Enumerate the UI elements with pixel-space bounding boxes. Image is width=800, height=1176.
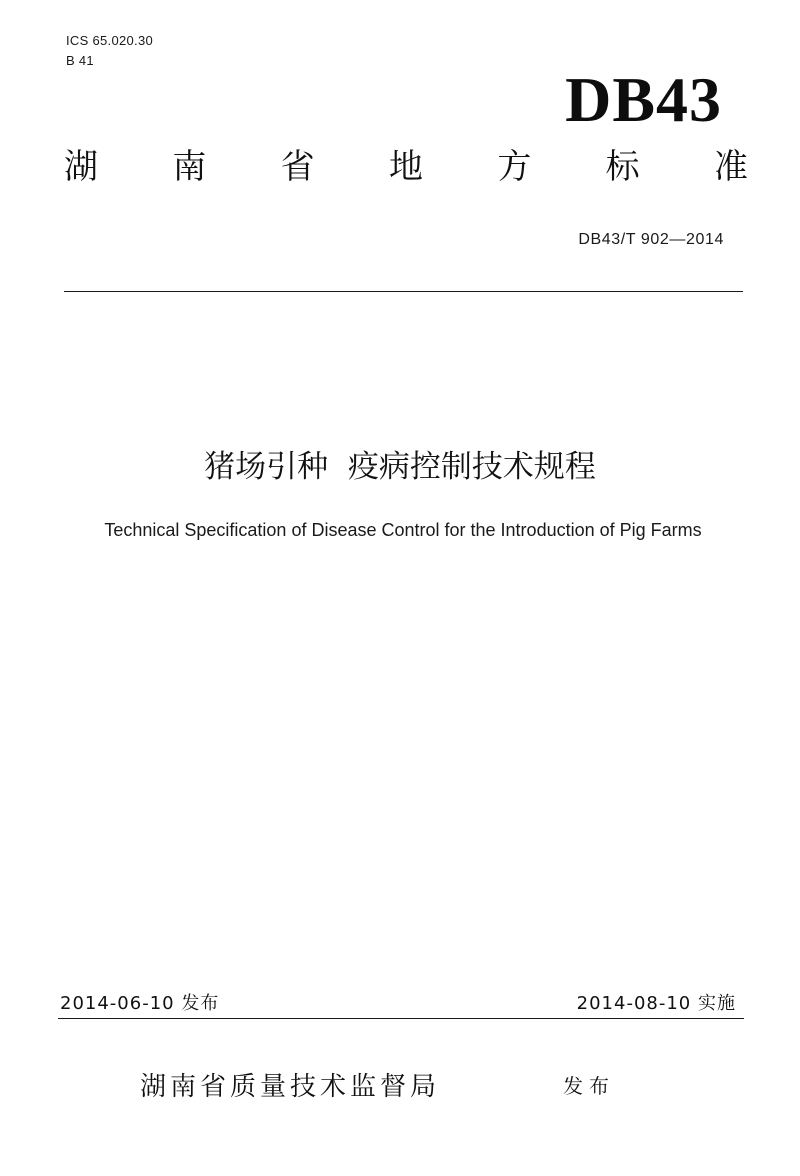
standard-type-char: 标 — [605, 147, 640, 187]
top-divider — [64, 291, 743, 292]
standard-code-mark: DB43 — [565, 64, 722, 135]
classification-code: B 41 — [66, 53, 94, 68]
bottom-divider — [58, 1018, 744, 1019]
issuing-authority-suffix: 发布 — [563, 1074, 615, 1098]
implementation-date: 2014-08-10 实施 — [576, 993, 736, 1014]
standard-type-heading — [64, 147, 748, 187]
standard-type-char: 湖 — [64, 147, 98, 187]
standard-type-char: 方 — [497, 147, 532, 187]
issue-date: 2014-06-10 发布 — [60, 993, 220, 1014]
standard-type-char: 南 — [172, 147, 207, 187]
issuing-authority: 湖南省质量技术监督局 — [140, 1072, 441, 1102]
title-english: Technical Specification of Disease Control for the Introduction of Pig Farms — [104, 520, 702, 540]
standard-number: DB43/T 902—2014 — [578, 231, 724, 248]
standard-type-char: 准 — [713, 147, 748, 187]
title-chinese: 猪场引种 疫病控制技术规程 — [204, 449, 596, 485]
standard-type-char: 地 — [388, 147, 423, 187]
ics-code: ICS 65.020.30 — [66, 33, 154, 48]
standard-type-char: 省 — [280, 147, 315, 187]
